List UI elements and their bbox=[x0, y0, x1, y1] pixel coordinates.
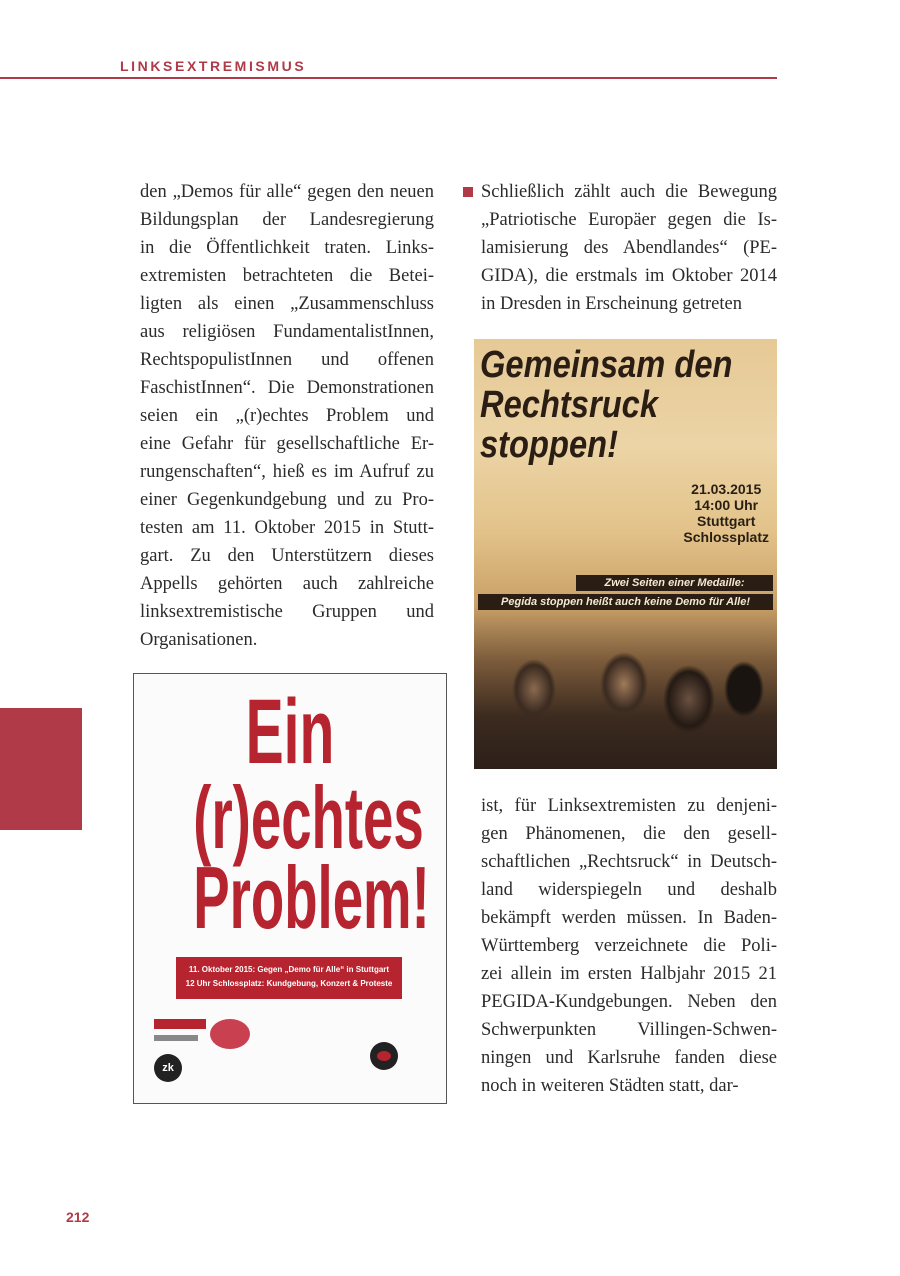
text-line: RechtspopulistInnen und offenen bbox=[140, 350, 434, 370]
chapter-side-tab bbox=[0, 708, 82, 830]
poster-right-event-info bbox=[683, 481, 769, 545]
text-line: einer Gegenkundgebung und zu Pro- bbox=[140, 490, 434, 510]
poster-right-city: Stuttgart bbox=[697, 513, 756, 529]
text-line: bekämpft werden müssen. In Baden- bbox=[481, 908, 777, 928]
text-line: extremisten betrachteten die Betei- bbox=[140, 266, 434, 286]
antifa-flag-icon bbox=[370, 1042, 398, 1070]
text-line: zei allein im ersten Halbjahr 2015 21 bbox=[481, 964, 777, 984]
poster-right-crowd-photo bbox=[474, 629, 777, 769]
poster-right-slogan-bar: Pegida stoppen heißt auch keine Demo für Alle! bbox=[478, 594, 773, 610]
text-line: rungenschaften“, hieß es im Aufruf zu bbox=[140, 462, 434, 482]
left-text-column bbox=[140, 178, 434, 654]
poster-right-place: Schlossplatz bbox=[683, 529, 769, 545]
zk-logo-icon: zk bbox=[154, 1054, 182, 1082]
poster-left-title-line: (r)echtes bbox=[193, 768, 424, 867]
poster-left-band-line: 12 Uhr Schlossplatz: Kundgebung, Konzert & Proteste bbox=[185, 979, 393, 988]
right-text-column-top bbox=[481, 178, 777, 318]
text-line: testen am 11. Oktober 2015 in Stutt- bbox=[140, 518, 434, 538]
text-line: lamisierung des Abendlandes“ (PE- bbox=[481, 238, 777, 258]
text-line: ningen und Karlsruhe fanden diese bbox=[481, 1048, 777, 1068]
text-line: aus religiösen FundamentalistInnen, bbox=[140, 322, 434, 342]
text-line: Württemberg verzeichnete die Poli- bbox=[481, 936, 777, 956]
text-line: PEGIDA-Kundgebungen. Neben den bbox=[481, 992, 777, 1012]
sponsor-logo bbox=[154, 1019, 206, 1029]
text-line: Appells gehörten auch zahlreiche bbox=[140, 574, 434, 594]
poster-right-title bbox=[480, 345, 732, 465]
text-line: eine Gefahr für gesellschaftliche Er- bbox=[140, 434, 434, 454]
poster-left-band-line: 11. Oktober 2015: Gegen „Demo für Alle“ in Stuttgart bbox=[188, 965, 390, 974]
text-line: land widerspiegeln und deshalb bbox=[481, 880, 777, 900]
text-line: in Dresden in Erscheinung getreten bbox=[481, 294, 742, 314]
text-line: in die Öffentlichkeit traten. Links- bbox=[140, 238, 434, 258]
text-line: Organisationen. bbox=[140, 630, 258, 650]
text-line: ligten als einen „Zusammenschluss bbox=[140, 294, 434, 314]
text-line: Bildungsplan der Landesregierung bbox=[140, 210, 434, 230]
poster-right-title-line: Gemeinsam den bbox=[480, 344, 733, 386]
poster-right-time: 14:00 Uhr bbox=[694, 497, 759, 513]
poster-left-title-line: Problem! bbox=[193, 848, 430, 947]
poster-right-date: 21.03.2015 bbox=[691, 481, 762, 497]
rechtes-problem-poster-image bbox=[133, 673, 447, 1104]
text-line: Schwerpunkten Villingen-Schwen- bbox=[481, 1020, 777, 1040]
text-line: „Patriotische Europäer gegen die Is- bbox=[481, 210, 777, 230]
text-line: gen Phänomenen, die den gesell- bbox=[481, 824, 777, 844]
text-line: ist, für Linksextremisten zu denjeni- bbox=[481, 796, 777, 816]
bullet-square-icon bbox=[463, 187, 473, 197]
header-rule bbox=[0, 77, 777, 79]
text-line: den „Demos für alle“ gegen den neuen bbox=[140, 182, 434, 202]
text-line: seien ein „(r)echtes Problem und bbox=[140, 406, 434, 426]
pegida-protest-poster-image bbox=[474, 339, 777, 769]
text-line: gart. Zu den Unterstützern dieses bbox=[140, 546, 434, 566]
text-line: schaftlichen „Rechtsruck“ in Deutsch- bbox=[481, 852, 777, 872]
right-text-column-bottom bbox=[481, 792, 777, 1100]
poster-left-title-line: Ein bbox=[245, 681, 335, 783]
sponsor-logo bbox=[210, 1019, 250, 1049]
text-line: FaschistInnen“. Die Demonstrationen bbox=[140, 378, 434, 398]
poster-right-title-line: Rechtsruck bbox=[480, 384, 659, 426]
text-line: Schließlich zählt auch die Bewegung bbox=[481, 182, 777, 202]
text-line: linksextremistische Gruppen und bbox=[140, 602, 434, 622]
poster-left-info-band bbox=[176, 957, 402, 999]
text-line: noch in weiteren Städten statt, dar- bbox=[481, 1076, 739, 1096]
poster-right-title-line: stoppen! bbox=[480, 424, 618, 466]
poster-right-slogan-bar: Zwei Seiten einer Medaille: bbox=[576, 575, 773, 591]
page-number: 212 bbox=[66, 1209, 90, 1225]
text-line: GIDA), die erstmals im Oktober 2014 bbox=[481, 266, 777, 286]
sponsor-logo bbox=[154, 1035, 198, 1041]
section-header-label: LINKSEXTREMISMUS bbox=[120, 58, 307, 74]
